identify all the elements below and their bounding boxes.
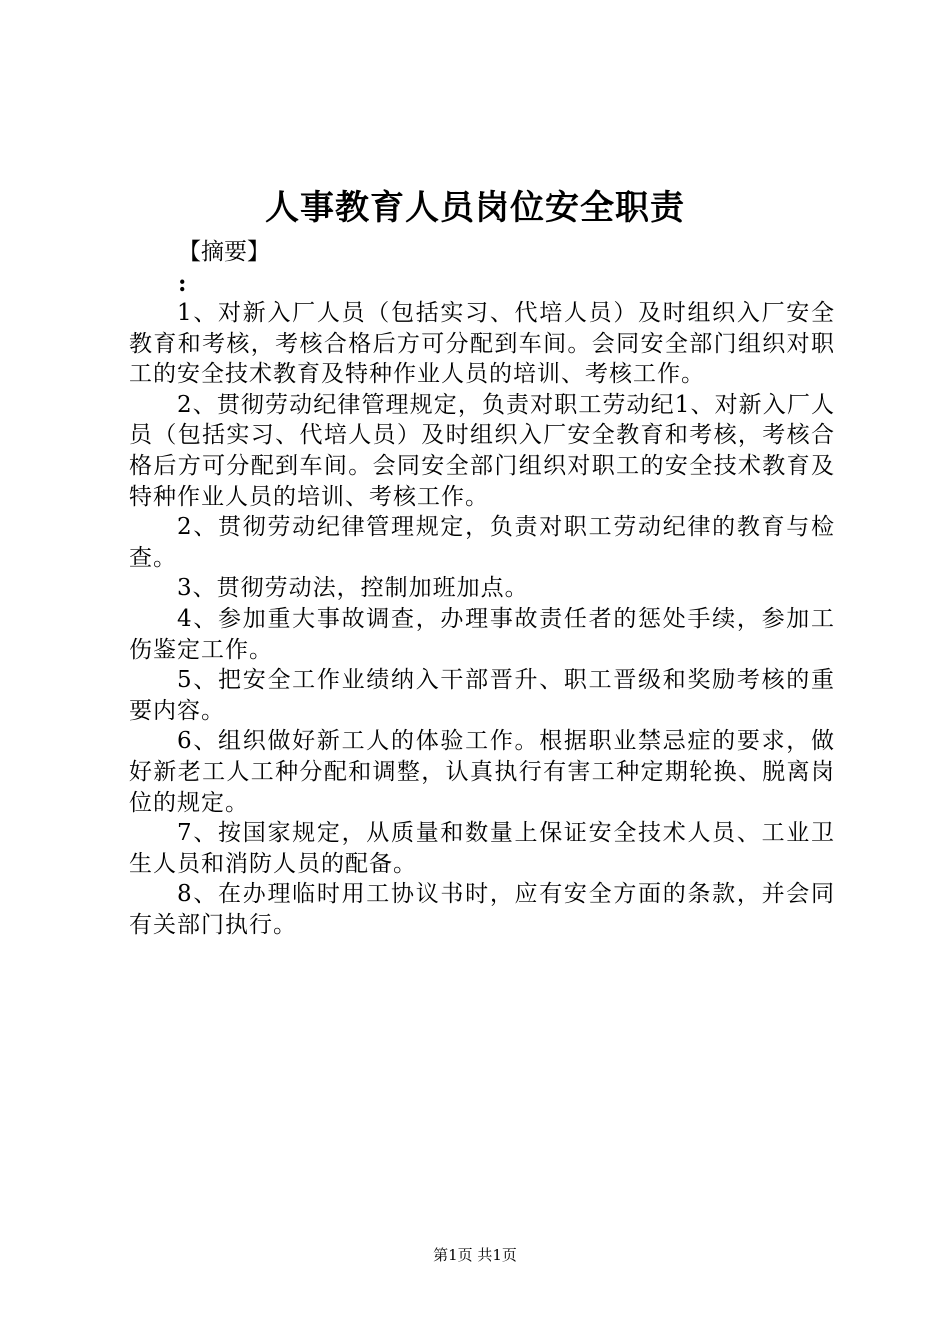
paragraph-9: 8、在办理临时用工协议书时，应有安全方面的条款，并会同有关部门执行。	[129, 881, 835, 938]
paragraph-1: 1、对新入厂人员（包括实习、代培人员）及时组织入厂安全教育和考核，考核合格后方可分配到车间。会同安全部门组织对职工的安全技术教育及特种作业人员的培训、考核工作。	[129, 300, 835, 388]
paragraph-7: 6、组织做好新工人的体验工作。根据职业禁忌症的要求，做好新老工人工种分配和调整，认真执行有害工种定期轮换、脱离岗位的规定。	[129, 728, 835, 816]
page-number-footer: 第1页 共1页	[433, 1246, 517, 1264]
paragraph-4: 3、贯彻劳动法，控制加班加点。	[177, 575, 529, 602]
paragraph-2: 2、贯彻劳动纪律管理规定，负责对职工劳动纪1、对新入厂人员（包括实习、代培人员）及时组织入厂安全教育和考核，考核合格后方可分配到车间。会同安全部门组织对职工的安全技术教育及特种作业人员的培训、考核工作。	[129, 391, 835, 510]
summary-colon: :	[178, 270, 187, 297]
page-title: 人事教育人员岗位安全职责	[265, 188, 685, 228]
document-body	[129, 298, 835, 940]
summary-label: 【摘要】	[178, 239, 270, 265]
paragraph-6: 5、把安全工作业绩纳入干部晋升、职工晋级和奖励考核的重要内容。	[129, 667, 835, 724]
paragraph-8: 7、按国家规定，从质量和数量上保证安全技术人员、工业卫生人员和消防人员的配备。	[129, 820, 835, 877]
paragraph-3: 2、贯彻劳动纪律管理规定，负责对职工劳动纪律的教育与检查。	[129, 514, 835, 571]
paragraph-5: 4、参加重大事故调查，办理事故责任者的惩处手续，参加工伤鉴定工作。	[129, 605, 835, 663]
